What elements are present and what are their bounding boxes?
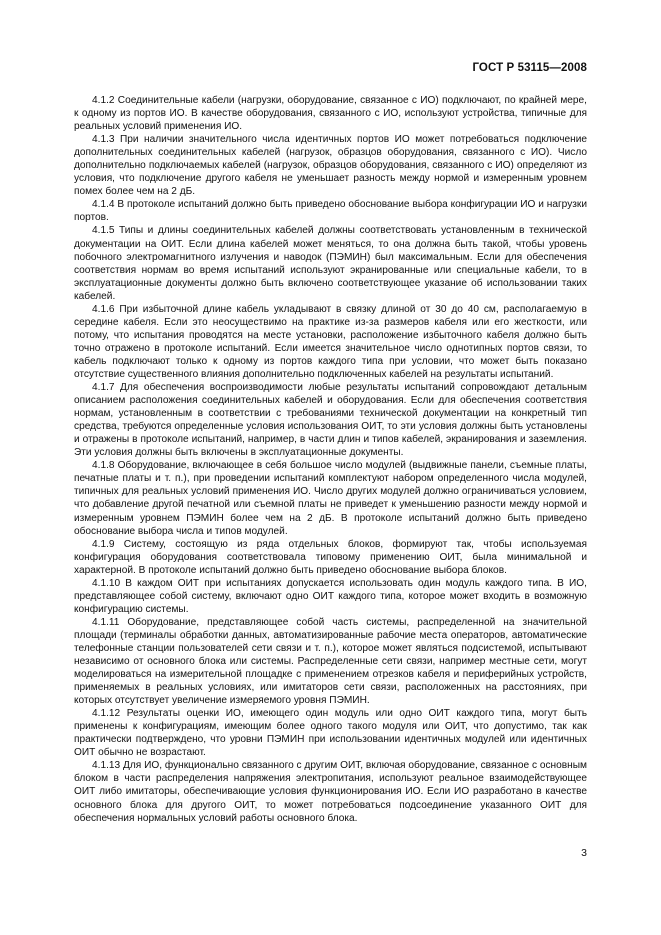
paragraph-4-1-8: 4.1.8 Оборудование, включающее в себя большое число модулей (выдвижные панели, съемные платы, печатные платы и т. п.), при проведении испытаний комплектуют набором определенного числа модулей, типичных для реальных условий применения ИО. Число других модулей должно ограничиваться условием, что добавление другой печатной или съемной платы не приведет к уменьшению разности между нормой и измеренным уровнем ПЭМИН более чем на 2 дБ. В протоколе испытаний должно быть приведено обоснование выбора числа и типов модулей.: [74, 460, 587, 537]
paragraph-4-1-11: 4.1.11 Оборудование, представляющее собой часть системы, распределенной на значительной площади (терминалы обработки данных, автоматизированные рабочие места операторов, автоматические телефонные станции пользователей сети связи и т. п.), которое может являться подсистемой, испытывают независимо от основного блока или системы. Распределенные сети связи, например местные сети, могут моделироваться на измерительной площадке с применением отрезков кабеля и периферийных устройств, применяемых в реальных условиях, или имитаторов сети связи, расположенных на расстояниях, при которых отсутствует увеличение измеряемого уровня ПЭМИН.: [74, 616, 587, 707]
paragraph-4-1-5: 4.1.5 Типы и длины соединительных кабелей должны соответствовать установленным в технической документации на ОИТ. Если длина кабелей может меняться, то она должна быть такой, чтобы уровень побочного электромагнитного излучения и наводок (ПЭМИН) был максимальным. Если для обеспечения соответствия нормам во время испытаний используют экранированные или специальные кабели, то в эксплуатационные документы должно быть включено соответствующее указание об использовании таких кабелей.: [74, 225, 587, 302]
paragraph-4-1-10: 4.1.10 В каждом ОИТ при испытаниях допускается использовать один модуль каждого типа. В ИО, представляющее собой систему, включают одно ОИТ каждого типа, которое может входить в возможную конфигурацию системы.: [74, 577, 587, 615]
paragraph-4-1-7: 4.1.7 Для обеспечения воспроизводимости любые результаты испытаний сопровождают детальным описанием расположения соединительных кабелей и оборудования. Если для обеспечения соответствия нормам, установленным в соответствии с требованиями технической документации на конкретный тип средства, требуются определенные условия использования ОИТ, то эти условия должны быть установлены и отражены в протоколе испытаний, например, в части длин и типов кабелей, экранирования и заземления. Эти условия должны быть включены в эксплуатационные документы.: [74, 382, 587, 459]
paragraph-4-1-13: 4.1.13 Для ИО, функционально связанного с другим ОИТ, включая оборудование, связанное с основным блоком в части распределения напряжения электропитания, используют реальное взаимодействующее ОИТ либо имитаторы, обеспечивающие условия функционирования ИО. Если ИО разработано в качестве основного блока для другого ОИТ, то может потребоваться подсоединение указанного ОИТ для обеспечения нормальных условий работы основного блока.: [74, 760, 587, 824]
paragraph-4-1-3: 4.1.3 При наличии значительного числа идентичных портов ИО может потребоваться подключение дополнительных соединительных кабелей (нагрузок, образцов оборудования, связанного с ИО). Число дополнительно подключаемых кабелей (нагрузок, образцов оборудования, связанного с ИО) определяют из условия, что подключение другого кабеля не уменьшает разность между нормой и измеренным уровнем помех более чем на 2 дБ.: [74, 134, 587, 198]
paragraph-4-1-9: 4.1.9 Систему, состоящую из ряда отдельных блоков, формируют так, чтобы используемая конфигурация оборудования соответствовала типовому применению ОИТ, была минимальной и характерной. В протоколе испытаний должно быть приведено обоснование выбора блоков.: [74, 538, 587, 576]
paragraph-4-1-12: 4.1.12 Результаты оценки ИО, имеющего один модуль или одно ОИТ каждого типа, могут быть применены к конфигурациям, имеющим более одного такого модуля или ОИТ, что допустимо, так как практически подтверждено, что уровни ПЭМИН при использовании идентичных модулей или идентичных ОИТ обычно не возрастают.: [74, 708, 587, 759]
paragraph-4-1-4: 4.1.4 В протоколе испытаний должно быть приведено обоснование выбора конфигурации ИО и нагрузки портов.: [74, 199, 587, 224]
paragraph-4-1-2: 4.1.2 Соединительные кабели (нагрузки, оборудование, связанное с ИО) подключают, по крайней мере, к одному из портов ИО. В качестве оборудования, связанного с ИО, используют устройства, типичные для реальных условий применения ИО.: [74, 95, 587, 133]
paragraph-4-1-6: 4.1.6 При избыточной длине кабель укладывают в связку длиной от 30 до 40 см, располагаемую в середине кабеля. Если это неосуществимо на практике из-за размеров кабеля или его жесткости, или потому, что испытания проводятся на месте установки, расположение избыточного кабеля должно быть точно отражено в протоколе испытаний. Если имеется значительное число однотипных портов связи, то кабель подключают только к одному из портов каждого типа при условии, что может быть показано отсутствие существенного влияния дополнительно подключенных кабелей на результаты испытаний.: [74, 303, 587, 380]
standard-designation: ГОСТ Р 53115—2008: [472, 62, 587, 74]
page-number: 3: [581, 847, 587, 859]
document-body: [74, 94, 587, 825]
